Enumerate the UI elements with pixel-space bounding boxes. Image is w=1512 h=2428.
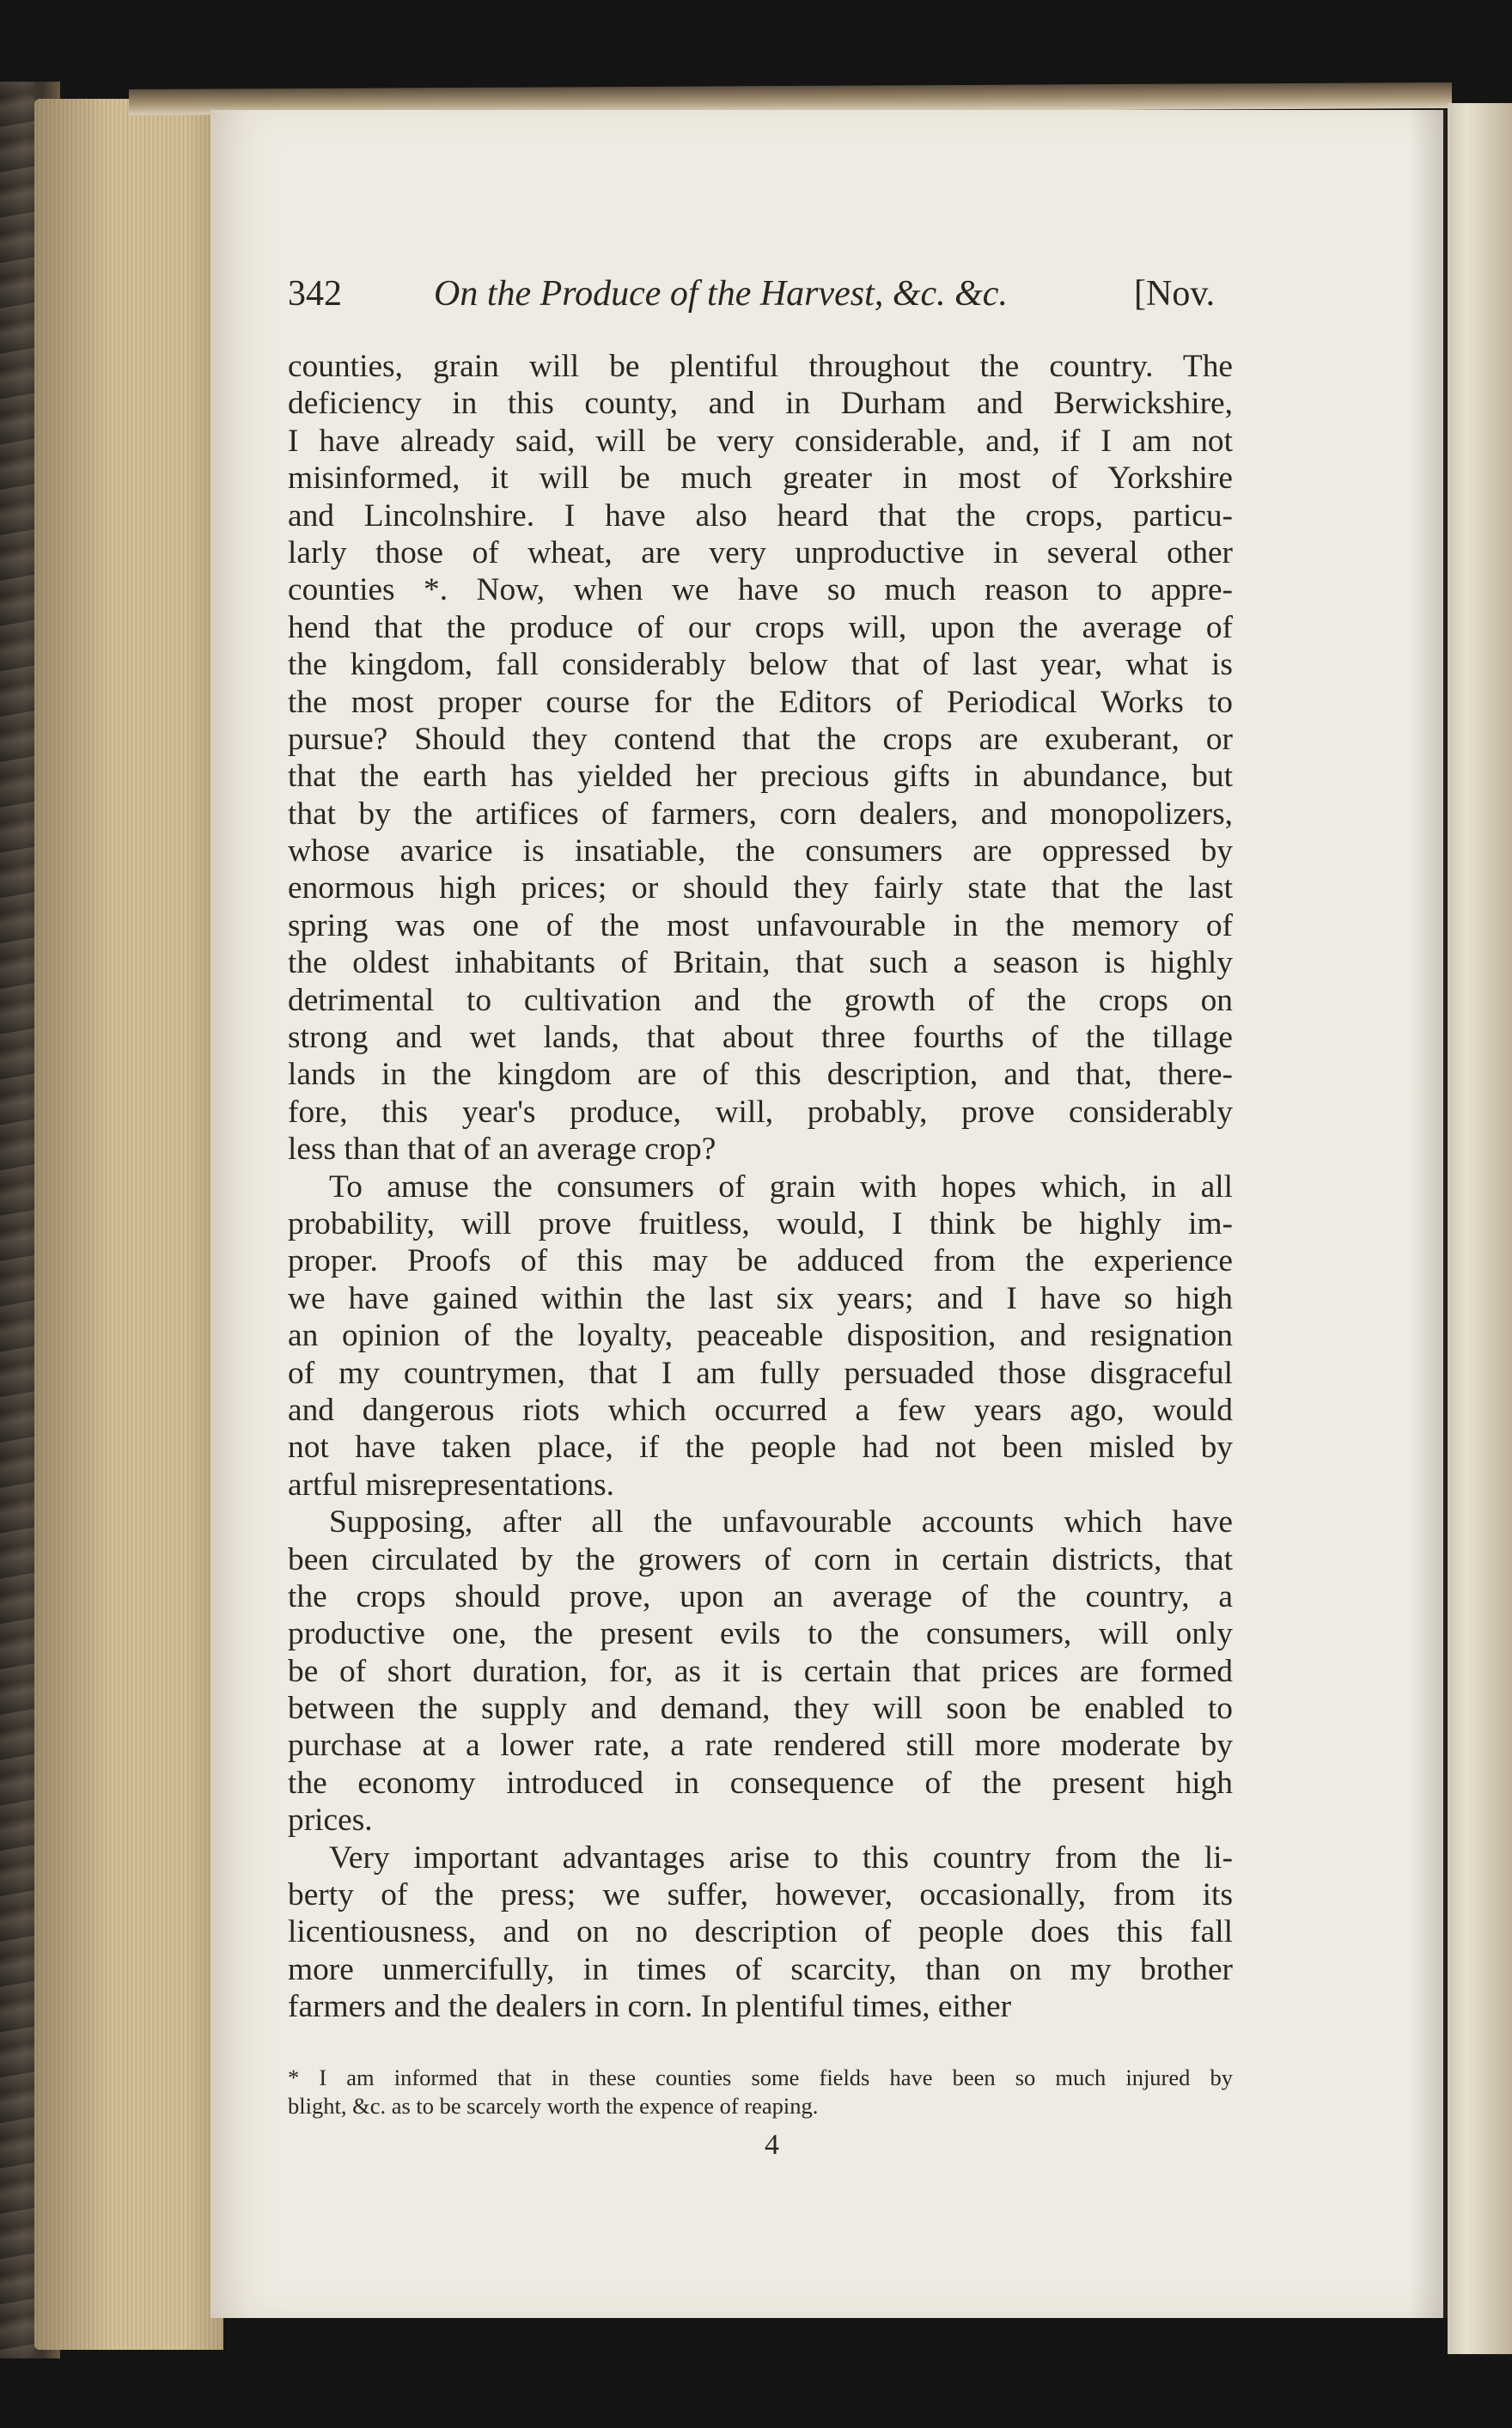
adjacent-book [1448,103,1512,2354]
text-line: and dangerous riots which occurred a few years ago, would [288,1392,1233,1428]
text-line: the most proper course for the Editors of Periodical Works to [288,684,1233,720]
text-line: spring was one of the most unfavourable in the memory of [288,907,1233,943]
footnote-line: * I am informed that in these counties some fields have been so much injured by [288,2065,1233,2090]
footnote [288,2064,1233,2120]
text-line: not have taken place, if the people had not been misled by [288,1430,1233,1466]
text-line: between the supply and demand, they will soon be enabled to [288,1691,1233,1727]
footnote-line: blight, &c. as to be scarcely worth the expence of reaping. [288,2093,819,2119]
text-line: farmers and the dealers in corn. In plentiful times, either [288,1989,1012,2025]
text-line: the economy introduced in consequence of the present high [288,1765,1233,1801]
text-line: berty of the press; we suffer, however, occasionally, from its [288,1877,1233,1913]
text-line: been circulated by the growers of corn in certain districts, that [288,1541,1233,1577]
text-line: artful misrepresentations. [288,1467,615,1503]
text-line: productive one, the present evils to the consumers, will only [288,1616,1233,1652]
text-line: pursue? Should they contend that the crops are exuberant, or [288,721,1233,757]
text-line: I have already said, will be very considerable, and, if I am not [288,423,1233,459]
text-line: proper. Proofs of this may be adduced from the experience [288,1243,1233,1279]
text-line: counties *. Now, when we have so much reason to appre- [288,572,1233,608]
running-header [288,273,1233,325]
text-line: and Lincolnshire. I have also heard that the crops, particu- [288,497,1233,534]
text-line: detrimental to cultivation and the growth of the crops on [288,982,1233,1018]
text-line: hend that the produce of our crops will, upon the average of [288,609,1233,645]
text-line: the oldest inhabitants of Britain, that such a season is highly [288,945,1233,981]
running-title: On the Produce of the Harvest, &c. &c. [434,274,1008,314]
text-line: misinformed, it will be much greater in most of Yorkshire [288,461,1233,497]
running-month: [Nov. [1134,274,1216,314]
text-line: whose avarice is insatiable, the consumers are oppressed by [288,833,1233,869]
text-line: probability, will prove fruitless, would, I think be highly im- [288,1205,1233,1241]
text-line: of my countrymen, that I am fully persuaded those disgraceful [288,1355,1233,1391]
text-line: Very important advantages arise to this country from the li- [329,1839,1233,1876]
text-line: fore, this year's produce, will, probably, prove considerably [288,1094,1233,1130]
text-line: counties, grain will be plentiful throughout the country. The [288,349,1233,384]
text-line: purchase at a lower rate, a rate rendered still more moderate by [288,1728,1233,1764]
text-line: that by the artifices of farmers, corn dealers, and monopolizers, [288,796,1233,832]
text-line: be of short duration, for, as it is certain that prices are formed [288,1653,1233,1689]
text-line: we have gained within the last six years; and I have so high [288,1280,1233,1316]
text-line: licentiousness, and on no description of people does this fall [288,1914,1233,1950]
text-line: the kingdom, fall considerably below that of last year, what is [288,647,1233,683]
text-line: To amuse the consumers of grain with hopes which, in all [329,1168,1233,1205]
text-line: the crops should prove, upon an average of the country, a [288,1578,1233,1614]
text-line: lands in the kingdom are of this description, and that, there- [288,1057,1233,1093]
text-line: deficiency in this county, and in Durham and Berwickshire, [288,386,1233,422]
text-line: strong and wet lands, that about three fourths of the tillage [288,1020,1233,1056]
text-line: prices. [288,1803,373,1839]
text-line: more unmercifully, in times of scarcity, than on my brother [288,1951,1233,1987]
body-text [288,348,1233,2026]
signature-mark: 4 [765,2129,779,2161]
text-line: that the earth has yielded her precious gifts in abundance, but [288,759,1233,795]
text-line: larly those of wheat, are very unproductive in several other [288,534,1233,570]
text-line: enormous high prices; or should they fairly state that the last [288,870,1233,906]
marbled-cover-edge [0,82,34,2358]
text-line: Supposing, after all the unfavourable accounts which have [329,1504,1233,1540]
page-number: 342 [288,274,342,314]
text-line: an opinion of the loyalty, peaceable disposition, and resignation [288,1318,1233,1354]
text-line: less than that of an average crop? [288,1132,716,1168]
